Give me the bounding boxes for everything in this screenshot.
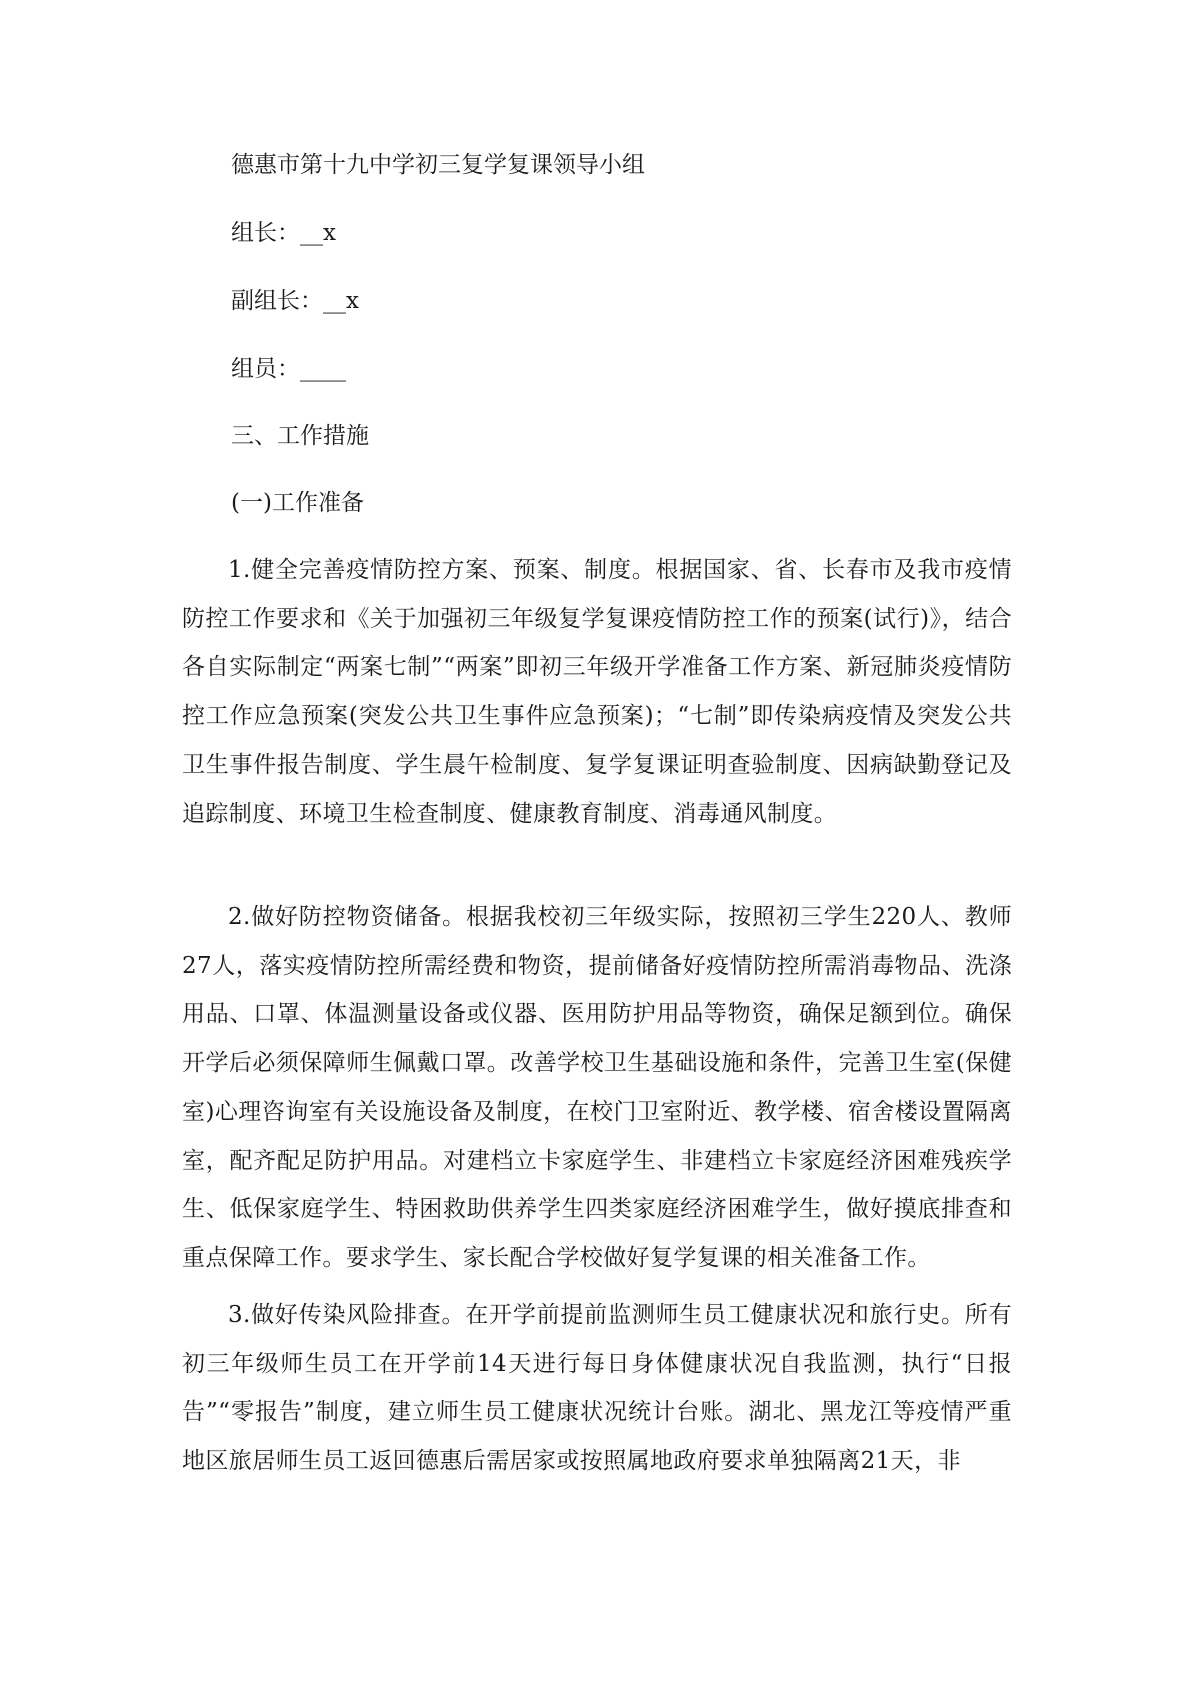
document-title: 德惠市第十九中学初三复学复课领导小组 [231, 152, 645, 178]
subsection-heading: (一)工作准备 [231, 490, 364, 516]
leader-line: 组长：__x [231, 220, 336, 246]
section-heading: 三、工作措施 [231, 423, 369, 449]
paragraph-3: 3.做好传染风险排查。在开学前提前监测师生员工健康状况和旅行史。所有初三年级师生员工在开学前14天进行每日身体健康状况自我监测，执行“日报告”“零报告”制度，建立师生员工健康状况统计台账。湖北、黑龙江等疫情严重地区旅居师生员工返回德惠后需居家或按照属地政府要求单独隔离21天，非 [182, 1302, 1012, 1475]
deputy-leader-line: 副组长：__x [231, 288, 359, 314]
members-line: 组员：____ [231, 356, 346, 382]
paragraph-2: 2.做好防控物资储备。根据我校初三年级实际，按照初三学生220人、教师27人，落实疫情防控所需经费和物资，提前储备好疫情防控所需消毒物品、洗涤用品、口罩、体温测量设备或仪器、医用防护用品等物资，确保足额到位。确保开学后必须保障师生佩戴口罩。改善学校卫生基础设施和条件，完善卫生室(保健室)心理咨询室有关设施设备及制度，在校门卫室附近、教学楼、宿舍楼设置隔离室，配齐配足防护用品。对建档立卡家庭学生、非建档立卡家庭经济困难残疾学生、低保家庭学生、特困救助供养学生四类家庭经济困难学生，做好摸底排查和重点保障工作。要求学生、家长配合学校做好复学复课的相关准备工作。 [182, 904, 1012, 1271]
paragraph-1: 1.健全完善疫情防控方案、预案、制度。根据国家、省、长春市及我市疫情防控工作要求和《关于加强初三年级复学复课疫情防控工作的预案(试行)》，结合各自实际制定“两案七制”“两案”即初三年级开学准备工作方案、新冠肺炎疫情防控工作应急预案(突发公共卫生事件应急预案)；“七制”即传染病疫情及突发公共卫生事件报告制度、学生晨午检制度、复学复课证明查验制度、因病缺勤登记及追踪制度、环境卫生检查制度、健康教育制度、消毒通风制度。 [182, 557, 1012, 827]
